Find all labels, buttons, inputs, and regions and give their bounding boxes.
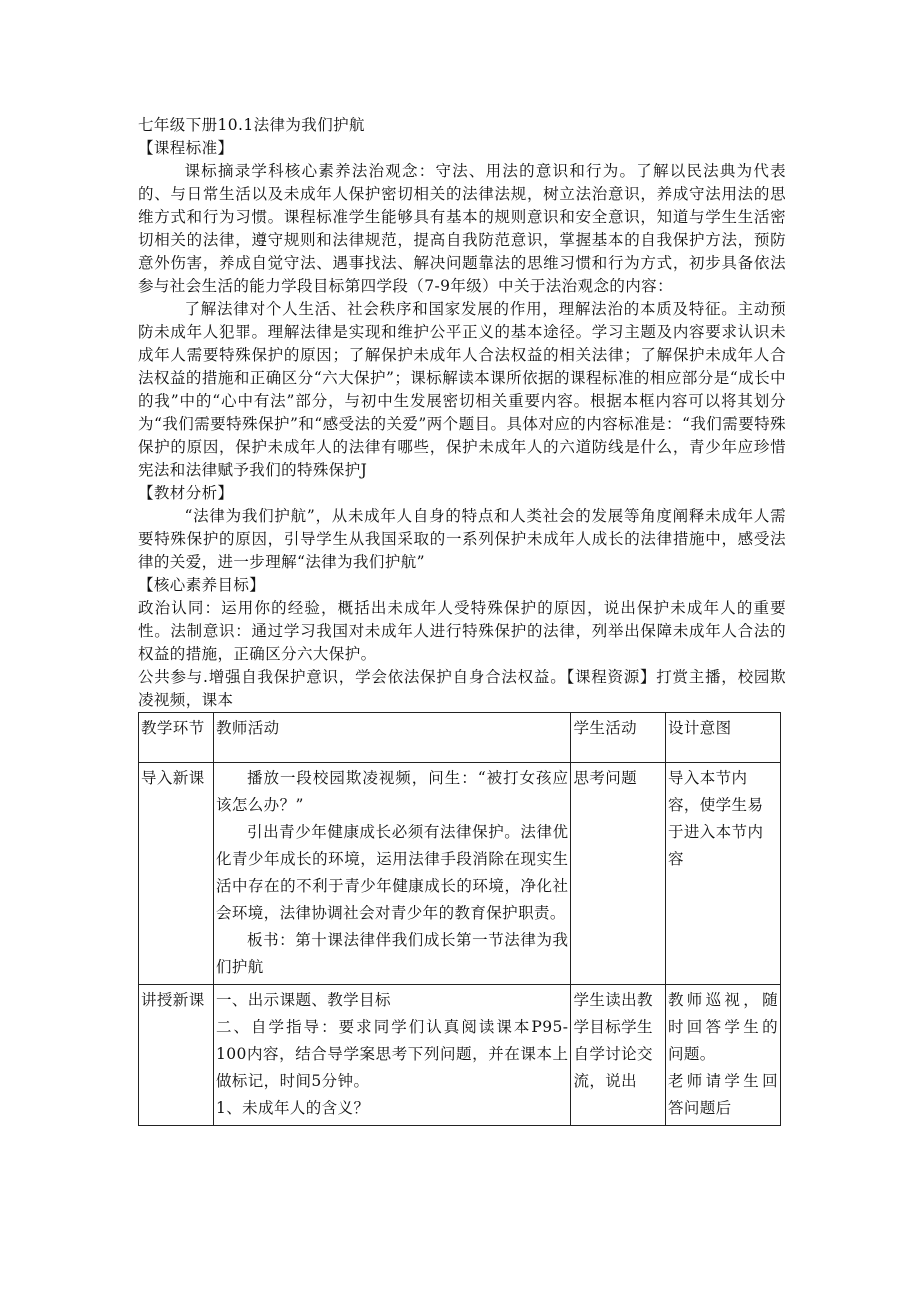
teacher-teach-p3: 1、未成年人的含义？: [215, 1099, 370, 1117]
header-design-intent: 设计意图: [665, 713, 780, 763]
analysis-heading: 【教材分析】: [138, 484, 234, 502]
cell-intent-teach: [665, 985, 780, 1126]
goals-heading: 【核心素养目标】: [138, 576, 266, 594]
cell-teacher-intro: [213, 763, 570, 985]
document-page: [138, 114, 786, 1126]
table-header-row: [139, 713, 781, 763]
teacher-teach-p2: 二、自学指导：要求同学们认真阅读课本P95-100内容，结合导学案思考下列问题，并在课本上做标记，时间5分钟。: [215, 1018, 569, 1090]
goals-paragraph-1: 政治认同：运用你的经验，概括出未成年人受特殊保护的原因，说出保护未成年人的重要性。法制意识：通过学习我国对未成年人进行特殊保护的法律，列举出保障未成年人合法的权益的措施，正确区分六大保护。: [138, 599, 786, 663]
document-title: 七年级下册10.1法律为我们护航: [138, 116, 365, 134]
teacher-teach-p1: 一、出示课题、教学目标: [215, 991, 391, 1009]
cell-intent-intro: 导入本节内容，使学生易于进入本节内容: [665, 763, 780, 985]
standard-paragraph-1: 课标摘录学科核心素养法治观念：守法、用法的意识和行为。了解以民法典为代表的、与日常生活以及未成年人保护密切相关的法律法规，树立法治意识，养成守法用法的思维方式和行为习惯。课程标准学生能够具有基本的规则意识和安全意识，知道与学生生活密切相关的法律，遵守规则和法律规范，提高自我防范意识，掌握基本的自我保护方法，预防意外伤害，养成自觉守法、遇事找法、解决问题靠法的思维习惯和行为方式，初步具备依法参与社会生活的能力学段目标第四学段（7-9年级）中关于法治观念的内容：: [138, 162, 786, 295]
intent-teach-p1: 教师巡视，随时回答学生的问题。: [667, 991, 778, 1063]
teacher-intro-p3: 板书：第十课法律伴我们成长第一节法律为我们护航: [215, 931, 569, 976]
lesson-plan-table: [138, 712, 781, 1126]
goals-paragraph-2: 公共参与.增强自我保护意识，学会依法保护自身合法权益。【课程资源】打赏主播，校园欺凌视频，课本: [138, 668, 786, 709]
intent-teach-p2: 老师请学生回答问题后: [667, 1072, 778, 1117]
cell-stage-teach: 讲授新课: [139, 985, 214, 1126]
cell-stage-intro: 导入新课: [139, 763, 214, 985]
table-row: [139, 985, 781, 1126]
standard-heading: 【课程标准】: [138, 139, 234, 157]
analysis-paragraph: “法律为我们护航”，从未成年人自身的特点和人类社会的发展等角度阐释未成年人需要特殊保护的原因，引导学生从我国采取的一系列保护未成年人成长的法律措施中，感受法律的关爱，进一步理解“法律为我们护航”: [138, 507, 786, 571]
header-stage: 教学环节: [139, 713, 214, 763]
header-teacher-activity: 教师活动: [213, 713, 570, 763]
header-student-activity: 学生活动: [571, 713, 666, 763]
table-row: [139, 763, 781, 985]
cell-student-teach: 学生读出教学目标学生自学讨论交流，说出: [571, 985, 666, 1126]
cell-student-intro: 思考问题: [571, 763, 666, 985]
standard-paragraph-2: 了解法律对个人生活、社会秩序和国家发展的作用，理解法治的本质及特征。主动预防未成年人犯罪。理解法律是实现和维护公平正义的基本途径。学习主题及内容要求认识未成年人需要特殊保护的原因；了解保护未成年人合法权益的相关法律；了解保护未成年人合法权益的措施和正确区分“六大保护”；课标解读本课所依据的课程标准的相应部分是“成长中的我”中的“心中有法”部分，与初中生发展密切相关重要内容。根据本框内容可以将其划分为“我们需要特殊保护”和“感受法的关爱”两个题目。具体对应的内容标准是：“我们需要特殊保护的原因，保护未成年人的法律有哪些，保护未成年人的六道防线是什么，青少年应珍惜宪法和法律赋予我们的特殊保护J: [138, 300, 786, 479]
cell-teacher-teach: [213, 985, 570, 1126]
teacher-intro-p1: 播放一段校园欺凌视频，问生：“被打女孩应该怎么办？”: [215, 769, 569, 814]
teacher-intro-p2: 引出青少年健康成长必须有法律保护。法律优化青少年成长的环境，运用法律手段消除在现实生活中存在的不利于青少年健康成长的环境，净化社会环境，法律协调社会对青少年的教育保护职责。: [215, 823, 569, 922]
